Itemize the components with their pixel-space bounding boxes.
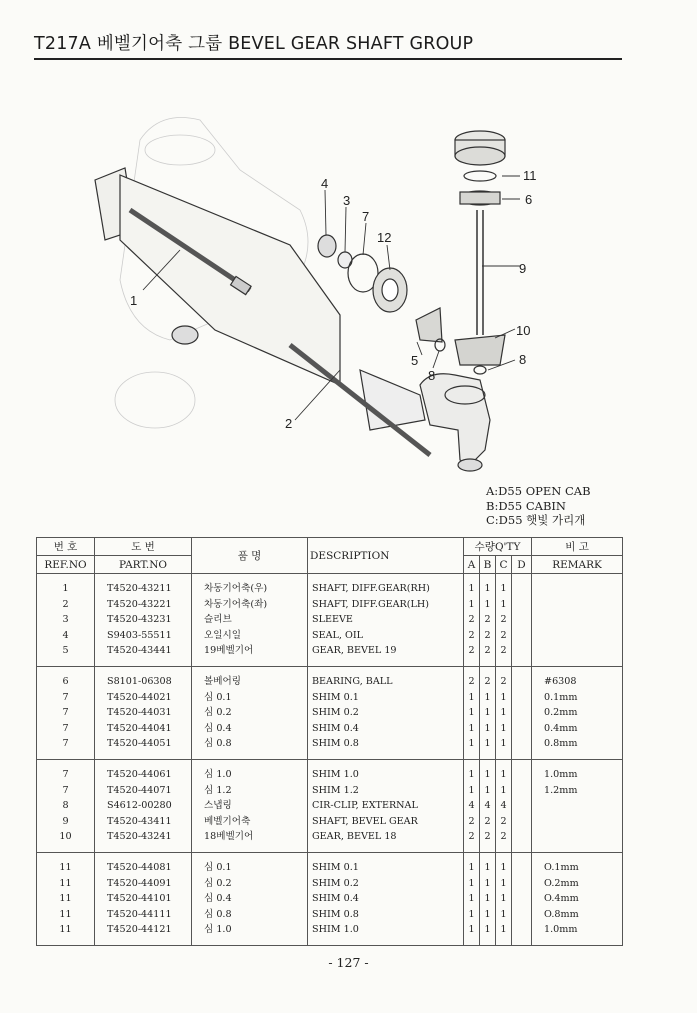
cell-d: [512, 690, 532, 706]
cell-b: 2: [480, 814, 496, 830]
cell-desc: BEARING, BALL: [308, 666, 464, 689]
cell-desc: SHIM 0.8: [308, 736, 464, 759]
cell-desc: SHAFT, DIFF.GEAR(LH): [308, 597, 464, 613]
page-title: T217A 베벨기어축 그룹 BEVEL GEAR SHAFT GROUP: [34, 34, 474, 54]
cell-part: T4520-44041: [95, 721, 192, 737]
cell-desc: SEAL, OIL: [308, 628, 464, 644]
callout-3: 3: [343, 193, 351, 208]
cell-part: T4520-44051: [95, 736, 192, 759]
cell-remark: O.2mm: [532, 876, 623, 892]
cell-a: 1: [464, 705, 480, 721]
cell-desc: SHIM 0.2: [308, 876, 464, 892]
cell-d: [512, 814, 532, 830]
table-row: [37, 736, 623, 759]
callout-12: 12: [377, 230, 392, 245]
cell-d: [512, 891, 532, 907]
cell-d: [512, 783, 532, 799]
cell-name: 오일시일: [192, 628, 308, 644]
cell-c: 1: [496, 922, 512, 945]
cell-b: 1: [480, 907, 496, 923]
cell-d: [512, 574, 532, 597]
cell-d: [512, 643, 532, 666]
cell-ref: 8: [37, 798, 95, 814]
cell-name: 심 0.8: [192, 907, 308, 923]
cell-name: 19베벨기어: [192, 643, 308, 666]
cell-c: 1: [496, 705, 512, 721]
cell-c: 1: [496, 907, 512, 923]
cell-c: 2: [496, 612, 512, 628]
cell-desc: CIR-CLIP, EXTERNAL: [308, 798, 464, 814]
cell-remark: [532, 829, 623, 852]
cell-ref: 9: [37, 814, 95, 830]
cell-ref: 11: [37, 876, 95, 892]
cell-part: T4520-43221: [95, 597, 192, 613]
cell-b: 1: [480, 891, 496, 907]
cell-desc: SHIM 0.4: [308, 721, 464, 737]
cell-remark: 1.0mm: [532, 922, 623, 945]
table-row: [37, 612, 623, 628]
table-row: [37, 705, 623, 721]
cell-part: S8101-06308: [95, 666, 192, 689]
table-row: [37, 628, 623, 644]
cell-ref: 11: [37, 922, 95, 945]
cell-d: [512, 829, 532, 852]
cell-d: [512, 705, 532, 721]
cell-ref: 3: [37, 612, 95, 628]
table-row: [37, 574, 623, 597]
cell-name: 심 0.8: [192, 736, 308, 759]
cell-b: 1: [480, 922, 496, 945]
cell-part: T4520-44091: [95, 876, 192, 892]
cell-name: 심 1.2: [192, 783, 308, 799]
cell-name: 심 0.1: [192, 852, 308, 875]
cell-remark: #6308: [532, 666, 623, 689]
cell-ref: 7: [37, 721, 95, 737]
cell-b: 1: [480, 721, 496, 737]
cell-desc: GEAR, BEVEL 19: [308, 643, 464, 666]
col-qty-b: B: [480, 556, 496, 574]
cell-a: 2: [464, 628, 480, 644]
cell-b: 2: [480, 666, 496, 689]
cell-part: T4520-43231: [95, 612, 192, 628]
cell-b: 2: [480, 628, 496, 644]
cell-desc: GEAR, BEVEL 18: [308, 829, 464, 852]
cell-c: 1: [496, 783, 512, 799]
cell-remark: O.1mm: [532, 852, 623, 875]
cell-ref: 7: [37, 783, 95, 799]
cell-remark: 1.0mm: [532, 759, 623, 782]
cell-c: 1: [496, 574, 512, 597]
cell-remark: [532, 798, 623, 814]
cell-b: 2: [480, 643, 496, 666]
variant-c: C:D55 햇빛 가리개: [486, 513, 586, 527]
cell-c: 2: [496, 829, 512, 852]
callout-5: 5: [411, 353, 419, 368]
cell-b: 1: [480, 597, 496, 613]
callout-10: 10: [516, 323, 531, 338]
cell-c: 2: [496, 666, 512, 689]
cell-ref: 7: [37, 736, 95, 759]
table-row: [37, 690, 623, 706]
cell-ref: 2: [37, 597, 95, 613]
col-name-ko: 품 명: [192, 538, 308, 574]
cell-ref: 7: [37, 690, 95, 706]
cell-name: 볼베어링: [192, 666, 308, 689]
cell-name: 심 0.2: [192, 705, 308, 721]
cell-b: 2: [480, 829, 496, 852]
cell-name: 차동기어축(우): [192, 574, 308, 597]
cell-a: 1: [464, 690, 480, 706]
variant-legend: [486, 484, 591, 528]
cell-part: T4520-44081: [95, 852, 192, 875]
cell-remark: [532, 612, 623, 628]
cell-b: 1: [480, 574, 496, 597]
cell-c: 1: [496, 759, 512, 782]
cell-remark: [532, 574, 623, 597]
callout-6: 6: [525, 192, 533, 207]
cell-d: [512, 721, 532, 737]
cell-d: [512, 612, 532, 628]
col-description: DESCRIPTION: [308, 538, 464, 574]
table-row: [37, 829, 623, 852]
table-row: [37, 798, 623, 814]
cell-desc: SHIM 0.1: [308, 852, 464, 875]
cell-b: 1: [480, 852, 496, 875]
cell-d: [512, 666, 532, 689]
callout-11: 11: [523, 168, 537, 183]
cell-d: [512, 736, 532, 759]
cell-c: 1: [496, 690, 512, 706]
cell-a: 1: [464, 852, 480, 875]
cell-a: 1: [464, 922, 480, 945]
cell-desc: SHIM 1.0: [308, 759, 464, 782]
cell-name: 베벨기어축: [192, 814, 308, 830]
cell-c: 1: [496, 852, 512, 875]
cell-c: 1: [496, 876, 512, 892]
cell-part: T4520-44101: [95, 891, 192, 907]
cell-desc: SHAFT, BEVEL GEAR: [308, 814, 464, 830]
cell-d: [512, 852, 532, 875]
cell-b: 4: [480, 798, 496, 814]
col-remark-en: REMARK: [532, 556, 623, 574]
cell-b: 1: [480, 759, 496, 782]
cell-ref: 1: [37, 574, 95, 597]
table-row: [37, 783, 623, 799]
cell-b: 1: [480, 705, 496, 721]
col-qty-d: D: [512, 556, 532, 574]
col-ref-en: REF.NO: [37, 556, 95, 574]
callout-8b: 8: [519, 352, 527, 367]
cell-name: 심 0.4: [192, 891, 308, 907]
cell-d: [512, 597, 532, 613]
cell-b: 1: [480, 783, 496, 799]
cell-ref: 11: [37, 891, 95, 907]
cell-d: [512, 922, 532, 945]
cell-remark: [532, 597, 623, 613]
cell-ref: 11: [37, 907, 95, 923]
col-qty-c: C: [496, 556, 512, 574]
table-row: [37, 759, 623, 782]
cell-remark: O.4mm: [532, 891, 623, 907]
cell-name: 심 0.4: [192, 721, 308, 737]
cell-a: 1: [464, 574, 480, 597]
col-qty-a: A: [464, 556, 480, 574]
cell-c: 2: [496, 814, 512, 830]
cell-c: 4: [496, 798, 512, 814]
cell-part: S9403-55511: [95, 628, 192, 644]
cell-b: 1: [480, 690, 496, 706]
cell-c: 2: [496, 628, 512, 644]
col-ref-ko: 번 호: [37, 538, 95, 556]
cell-desc: SHIM 1.2: [308, 783, 464, 799]
cell-name: 심 0.2: [192, 876, 308, 892]
cell-d: [512, 907, 532, 923]
title-rule: [34, 58, 622, 60]
cell-ref: 6: [37, 666, 95, 689]
cell-ref: 7: [37, 759, 95, 782]
cell-remark: O.8mm: [532, 907, 623, 923]
table-row: [37, 852, 623, 875]
cell-b: 1: [480, 876, 496, 892]
callout-2: 2: [285, 416, 293, 431]
cell-b: 1: [480, 736, 496, 759]
cell-desc: SHAFT, DIFF.GEAR(RH): [308, 574, 464, 597]
parts-table: [36, 537, 623, 946]
cell-c: 2: [496, 643, 512, 666]
cell-desc: SHIM 1.0: [308, 922, 464, 945]
callout-1: 1: [130, 293, 138, 308]
variant-b: B:D55 CABIN: [486, 498, 566, 513]
cell-name: 심 1.0: [192, 922, 308, 945]
col-part-ko: 도 번: [95, 538, 192, 556]
cell-part: T4520-43441: [95, 643, 192, 666]
cell-part: T4520-44121: [95, 922, 192, 945]
cell-a: 1: [464, 783, 480, 799]
variant-a: A:D55 OPEN CAB: [486, 484, 591, 498]
cell-a: 2: [464, 612, 480, 628]
cell-d: [512, 628, 532, 644]
callout-9: 9: [519, 261, 527, 276]
cell-remark: 0.8mm: [532, 736, 623, 759]
cell-remark: [532, 643, 623, 666]
cell-a: 2: [464, 814, 480, 830]
table-row: [37, 666, 623, 689]
cell-part: S4612-00280: [95, 798, 192, 814]
cell-name: 심 1.0: [192, 759, 308, 782]
exploded-parts-diagram: [40, 80, 640, 480]
cell-ref: 10: [37, 829, 95, 852]
cell-name: 18베벨기어: [192, 829, 308, 852]
cell-a: 2: [464, 829, 480, 852]
cell-a: 2: [464, 666, 480, 689]
page-number: - 127 -: [328, 955, 369, 970]
callout-7: 7: [362, 209, 370, 224]
cell-part: T4520-44061: [95, 759, 192, 782]
cell-a: 2: [464, 643, 480, 666]
cell-name: 슬리브: [192, 612, 308, 628]
cell-d: [512, 759, 532, 782]
table-row: [37, 891, 623, 907]
cell-desc: SHIM 0.1: [308, 690, 464, 706]
cell-c: 1: [496, 891, 512, 907]
table-row: [37, 597, 623, 613]
cell-d: [512, 798, 532, 814]
cell-a: 1: [464, 907, 480, 923]
cell-part: T4520-44031: [95, 705, 192, 721]
cell-remark: 1.2mm: [532, 783, 623, 799]
table-row: [37, 721, 623, 737]
table-row: [37, 814, 623, 830]
cell-remark: 0.1mm: [532, 690, 623, 706]
cell-part: T4520-43241: [95, 829, 192, 852]
cell-desc: SHIM 0.2: [308, 705, 464, 721]
cell-a: 1: [464, 876, 480, 892]
cell-desc: SHIM 0.4: [308, 891, 464, 907]
cell-part: T4520-43211: [95, 574, 192, 597]
cell-a: 1: [464, 721, 480, 737]
cell-a: 4: [464, 798, 480, 814]
cell-a: 1: [464, 891, 480, 907]
cell-a: 1: [464, 736, 480, 759]
cell-c: 1: [496, 597, 512, 613]
cell-a: 1: [464, 759, 480, 782]
cell-name: 차동기어축(좌): [192, 597, 308, 613]
cell-part: T4520-44071: [95, 783, 192, 799]
col-remark-ko: 비 고: [532, 538, 623, 556]
table-row: [37, 643, 623, 666]
table-row: [37, 876, 623, 892]
cell-remark: 0.4mm: [532, 721, 623, 737]
cell-remark: [532, 628, 623, 644]
cell-name: 심 0.1: [192, 690, 308, 706]
callout-4: 4: [321, 176, 329, 191]
cell-ref: 4: [37, 628, 95, 644]
cell-d: [512, 876, 532, 892]
cell-ref: 5: [37, 643, 95, 666]
cell-c: 1: [496, 736, 512, 759]
col-part-en: PART.NO: [95, 556, 192, 574]
cell-remark: [532, 814, 623, 830]
cell-b: 2: [480, 612, 496, 628]
cell-desc: SHIM 0.8: [308, 907, 464, 923]
cell-name: 스냅링: [192, 798, 308, 814]
cell-ref: 11: [37, 852, 95, 875]
cell-remark: 0.2mm: [532, 705, 623, 721]
cell-part: T4520-44021: [95, 690, 192, 706]
callout-8a: 8: [428, 368, 436, 383]
table-row: [37, 922, 623, 945]
col-qty: 수량Q'TY: [464, 538, 532, 556]
table-row: [37, 907, 623, 923]
cell-c: 1: [496, 721, 512, 737]
cell-a: 1: [464, 597, 480, 613]
cell-desc: SLEEVE: [308, 612, 464, 628]
cell-part: T4520-43411: [95, 814, 192, 830]
cell-part: T4520-44111: [95, 907, 192, 923]
cell-ref: 7: [37, 705, 95, 721]
